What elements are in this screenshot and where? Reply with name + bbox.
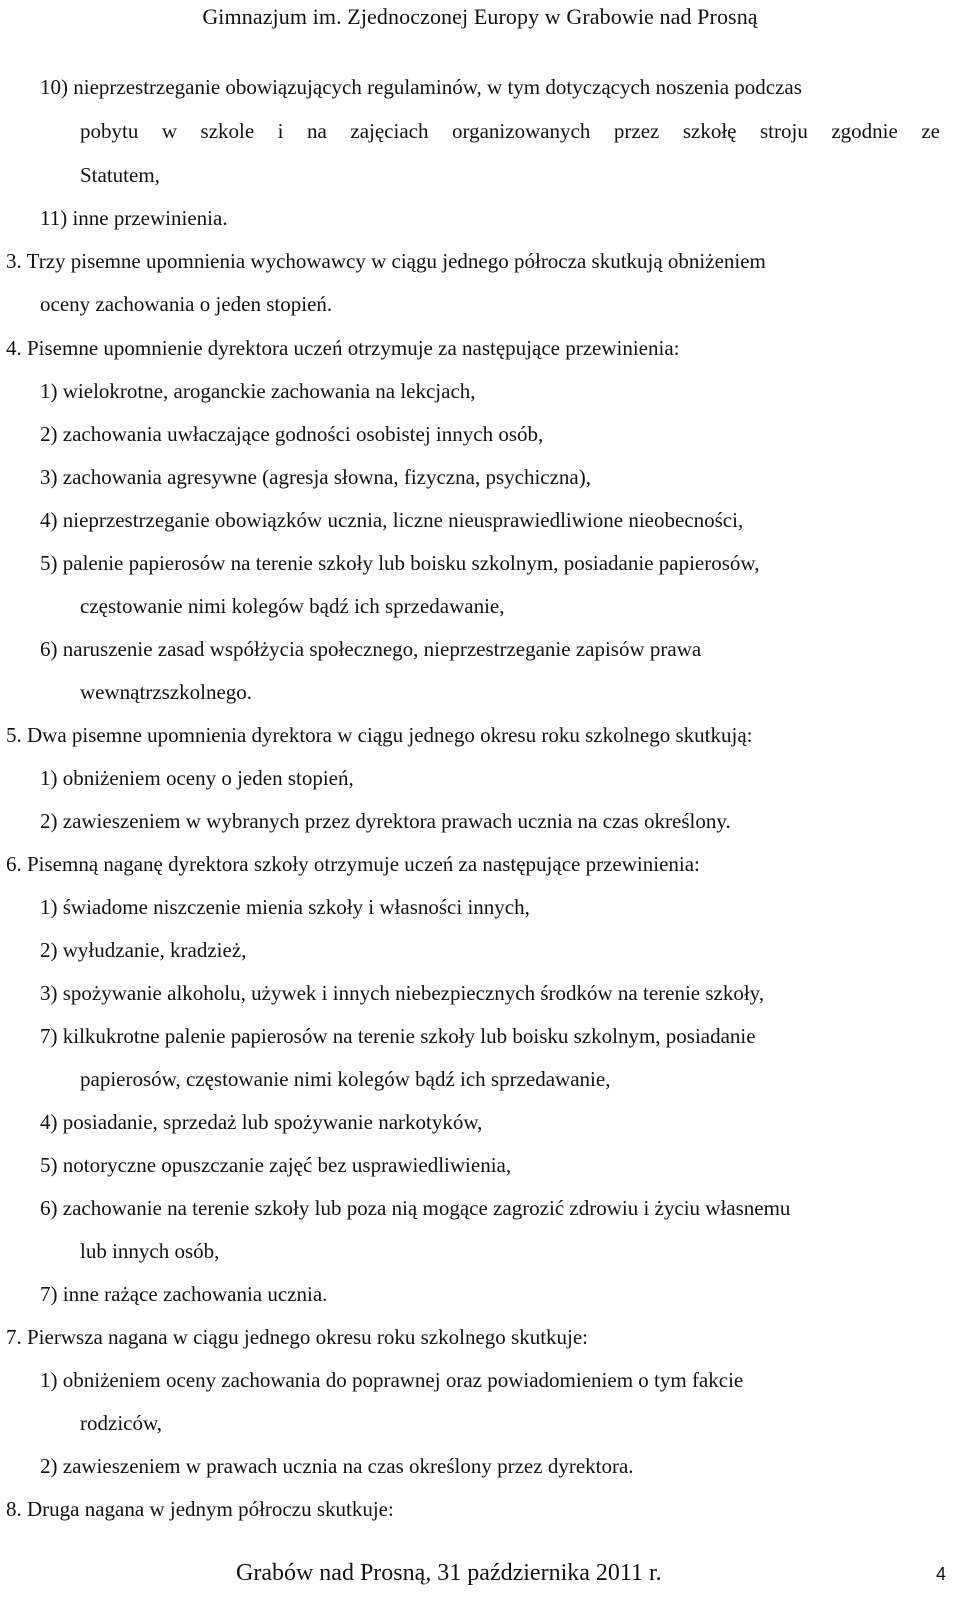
text-line: 4) nieprzestrzeganie obowiązków ucznia, liczne nieusprawiedliwione nieobecności, bbox=[40, 508, 744, 532]
text-line: 2) zachowania uwłaczające godności osobistej innych osób, bbox=[40, 422, 544, 446]
text-line: 7. Pierwsza nagana w ciągu jednego okresu roku szkolnego skutkuje: bbox=[6, 1325, 589, 1349]
text-line: 6) zachowanie na terenie szkoły lub poza nią mogące zagrozić zdrowiu i życiu własnemu bbox=[40, 1196, 791, 1220]
text-line: 4. Pisemne upomnienie dyrektora uczeń otrzymuje za następujące przewinienia: bbox=[6, 336, 680, 360]
text-line: 5. Dwa pisemne upomnienia dyrektora w ciągu jednego okresu roku szkolnego skutkują: bbox=[6, 723, 753, 747]
text-line: 1) wielokrotne, aroganckie zachowania na lekcjach, bbox=[40, 379, 476, 403]
text-line: 5) notoryczne opuszczanie zajęć bez usprawiedliwienia, bbox=[40, 1153, 512, 1177]
text-line: papierosów, częstowanie nimi kolegów bądź ich sprzedawanie, bbox=[80, 1067, 611, 1091]
text-line: 1) obniżeniem oceny zachowania do poprawnej oraz powiadomieniem o tym fakcie bbox=[40, 1368, 744, 1392]
text-line: lub innych osób, bbox=[80, 1239, 220, 1263]
text-line: oceny zachowania o jeden stopień. bbox=[40, 292, 333, 316]
text-line: częstowanie nimi kolegów bądź ich sprzedawanie, bbox=[80, 594, 505, 618]
text-line: 1) świadome niszczenie mienia szkoły i własności innych, bbox=[40, 895, 530, 919]
text-line: 8. Druga nagana w jednym półroczu skutkuje: bbox=[6, 1497, 394, 1521]
text-line: rodziców, bbox=[80, 1411, 163, 1435]
text-line: 2) wyłudzanie, kradzież, bbox=[40, 938, 247, 962]
text-line: 3) zachowania agresywne (agresja słowna, fizyczna, psychiczna), bbox=[40, 465, 591, 489]
page-footer: Grabów nad Prosną, 31 października 2011 r. bbox=[236, 1560, 662, 1586]
text-line: 3) spożywanie alkoholu, używek i innych niebezpiecznych środków na terenie szkoły, bbox=[40, 981, 765, 1005]
text-line: 7) inne rażące zachowania ucznia. bbox=[40, 1282, 328, 1306]
text-line: 4) posiadanie, sprzedaż lub spożywanie narkotyków, bbox=[40, 1110, 483, 1134]
text-line: 10) nieprzestrzeganie obowiązujących regulaminów, w tym dotyczących noszenia podczas bbox=[40, 75, 802, 99]
text-line: 5) palenie papierosów na terenie szkoły lub boisku szkolnym, posiadanie papierosów, bbox=[40, 551, 760, 575]
text-line: 1) obniżeniem oceny o jeden stopień, bbox=[40, 766, 354, 790]
text-line: wewnątrzszkolnego. bbox=[80, 680, 253, 704]
text-line: 7) kilkukrotne palenie papierosów na terenie szkoły lub boisku szkolnym, posiadanie bbox=[40, 1024, 756, 1048]
page-number: 4 bbox=[936, 1564, 947, 1584]
text-line: Statutem, bbox=[80, 163, 160, 187]
text-line: 3. Trzy pisemne upomnienia wychowawcy w ciągu jednego półrocza skutkują obniżeniem bbox=[6, 249, 766, 273]
page-header: Gimnazjum im. Zjednoczonej Europy w Grabowie nad Prosną bbox=[202, 4, 758, 29]
text-line: 2) zawieszeniem w prawach ucznia na czas określony przez dyrektora. bbox=[40, 1454, 634, 1478]
text-line: 2) zawieszeniem w wybranych przez dyrektora prawach ucznia na czas określony. bbox=[40, 809, 731, 833]
text-line: 6) naruszenie zasad współżycia społecznego, nieprzestrzeganie zapisów prawa bbox=[40, 637, 702, 661]
text-line: 11) inne przewinienia. bbox=[40, 206, 228, 230]
text-line: 6. Pisemną naganę dyrektora szkoły otrzymuje uczeń za następujące przewinienia: bbox=[6, 852, 700, 876]
text-line: pobytu w szkole i na zajęciach organizowanych przez szkołę stroju zgodnie ze bbox=[80, 119, 940, 143]
